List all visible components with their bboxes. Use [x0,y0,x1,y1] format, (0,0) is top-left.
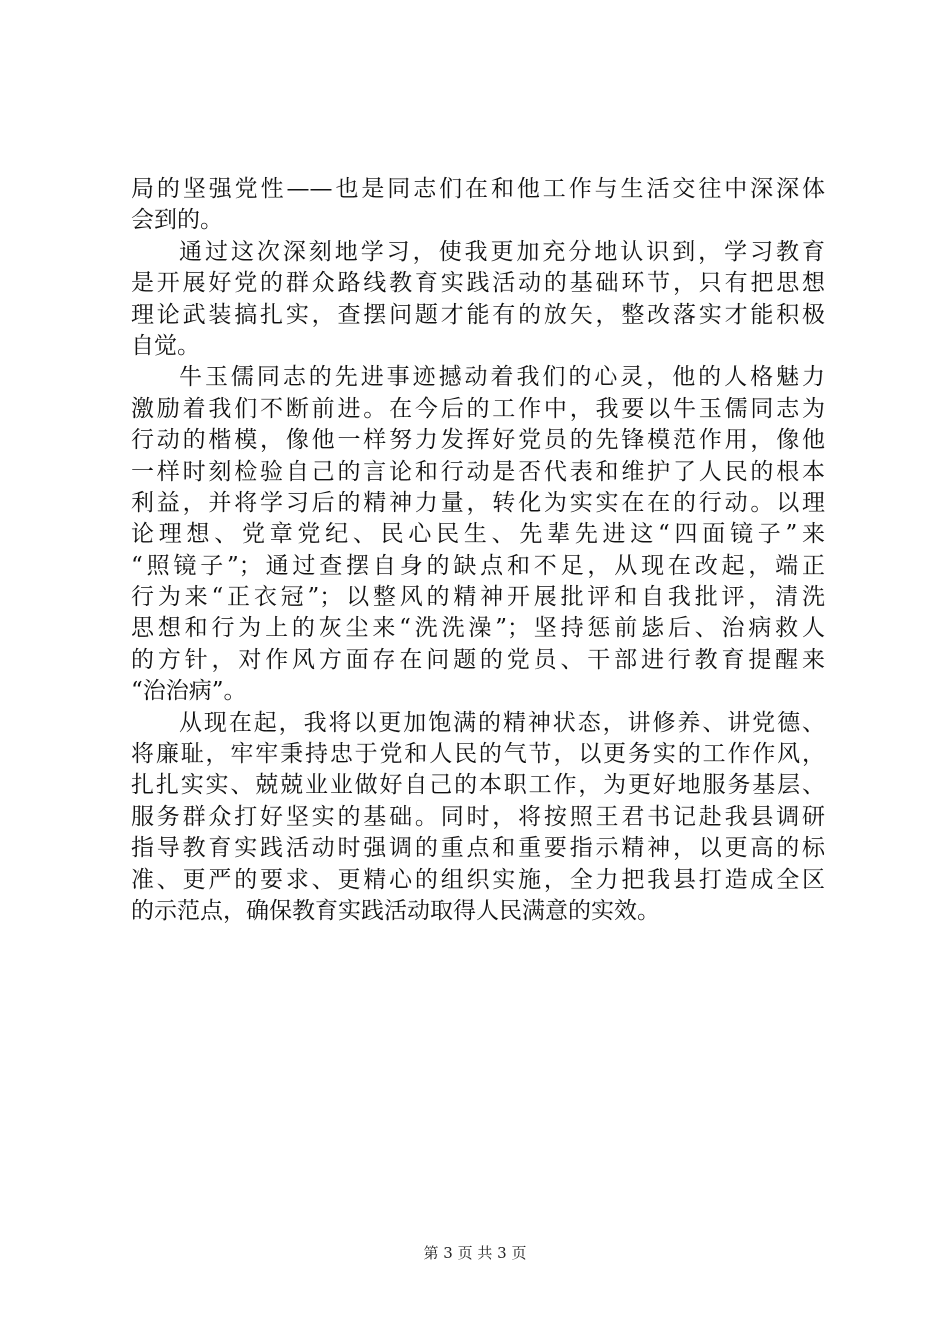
text-line: 理论武装搞扎实，查摆问题才能有的放矢，整改落实才能积极 [131,301,825,328]
text-line: “照镜子”；通过查摆自身的缺点和不足，从现在改起，端正 [131,552,825,579]
text-line: 的方针，对作风方面存在问题的党员、干部进行教育提醒来 [131,646,825,673]
text-line: 激励着我们不断前进。在今后的工作中，我要以牛玉儒同志为 [131,395,825,422]
text-line: 行为来“正衣冠”；以整风的精神开展批评和自我批评，清洗 [131,584,825,611]
paragraph-start-line: 从现在起，我将以更加饱满的精神状态，讲修养、讲党德、 [179,709,825,736]
text-line: 是开展好党的群众路线教育实践活动的基础环节，只有把思想 [131,270,825,297]
text-line: 行动的楷模，像他一样努力发挥好党员的先锋模范作用，像他 [131,427,825,454]
text-line: 局的坚强党性——也是同志们在和他工作与生活交往中深深体 [131,176,825,202]
text-line: 一样时刻检验自己的言论和行动是否代表和维护了人民的根本 [131,458,825,485]
document-body [131,174,825,927]
text-line: 会到的。 [131,207,223,234]
paragraph-start-line: 牛玉儒同志的先进事迹撼动着我们的心灵，他的人格魅力 [179,364,825,391]
text-line: 服务群众打好坚实的基础。同时，将按照王君书记赴我县调研 [131,803,825,830]
text-line: 论理想、党章党纪、民心民生、先辈先进这“四面镜子”来 [131,521,825,548]
page-number-footer: 第 3 页 共 3 页 [423,1244,527,1262]
text-line: “治治病”。 [131,678,247,705]
text-line: 准、更严的要求、更精心的组织实施，全力把我县打造成全区 [131,866,825,893]
text-line: 利益，并将学习后的精神力量，转化为实实在在的行动。以理 [131,489,825,516]
text-line: 指导教育实践活动时强调的重点和重要指示精神，以更高的标 [131,835,825,862]
paragraph-start-line: 通过这次深刻地学习，使我更加充分地认识到，学习教育 [179,238,825,265]
text-line: 思想和行为上的灰尘来“洗洗澡”；坚持惩前毖后、治病救人 [131,615,825,642]
text-line: 自觉。 [131,332,200,359]
text-line: 扎扎实实、兢兢业业做好自己的本职工作，为更好地服务基层、 [131,772,825,799]
text-line: 的示范点，确保教育实践活动取得人民满意的实效。 [131,897,660,924]
text-line: 将廉耻，牢牢秉持忠于党和人民的气节，以更务实的工作作风， [131,741,825,768]
